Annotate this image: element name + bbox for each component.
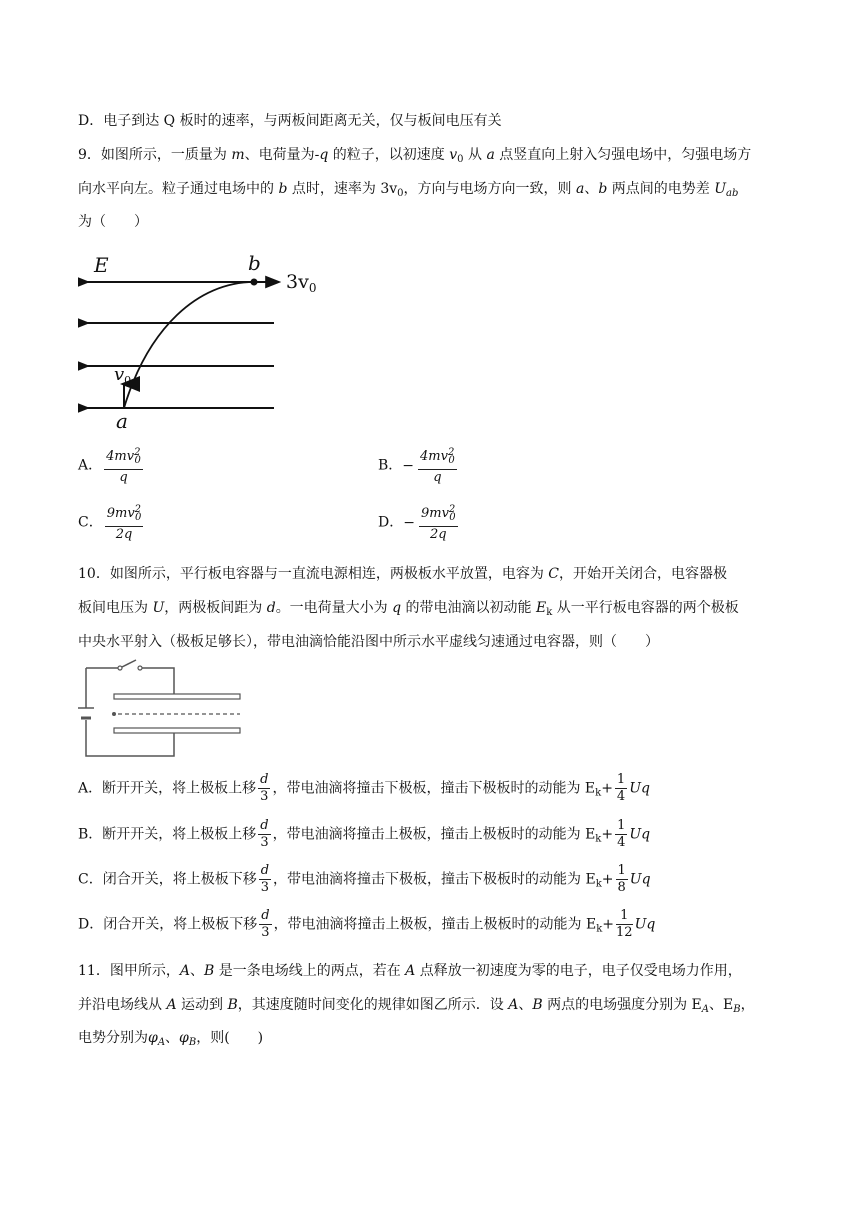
q9-option-b[interactable]: B．− $\frac{4mv^2_0}{q}$ <box>378 447 455 485</box>
q9-option-c[interactable]: C． $\frac{9mv^2_0}{2q}$ <box>78 504 142 542</box>
q10-option-b[interactable]: B．断开开关，将上极板上移 $\frac{d}{3}$ ，带电油滴将撞击上极板，撞击上极板时的动能为 $E_k+$ $\frac{1}{4}$ Uq <box>78 818 651 850</box>
prev-option-d: D．电子到达 Q 板时的速率，与两板间距离无关，仅与板间电压有关 <box>78 113 502 129</box>
oil-droplet <box>112 712 116 716</box>
q10-line-2: 板间电压为 U，两极板间距为 d。一电荷量大小为 q 的带电油滴以初动能 $E_k$ 从一平行板电容器的两个极板 <box>78 600 739 618</box>
upper-plate <box>114 694 240 699</box>
q10-option-a[interactable]: A．断开开关，将上极板上移 $\frac{d}{3}$ ，带电油滴将撞击下极板，撞击下极板时的动能为 $E_k+$ $\frac{1}{4}$ Uq <box>78 772 650 804</box>
lower-plate <box>114 728 240 733</box>
q11-line-2: 并沿电场线从 A 运动到 B，其速度随时间变化的规律如图乙所示．设 A、B 两点的电场强度分别为 $E_A$、$E_B$， <box>78 997 755 1015</box>
q9-option-d[interactable]: D．− $\frac{9mv^2_0}{2q}$ <box>378 504 456 542</box>
q10-option-d[interactable]: D．闭合开关，将上极板下移 $\frac{d}{3}$ ，带电油滴将撞击上极板，撞击上极板时的动能为 $E_k+$ $\frac{1}{12}$ Uq <box>78 908 656 940</box>
circuit-wire <box>86 668 174 756</box>
label-3v0: $3v_0$ <box>286 271 317 295</box>
q9-line-3: 为（ ） <box>78 214 148 230</box>
trajectory-curve <box>124 282 254 408</box>
q10-line-1: 10．如图所示，平行板电容器与一直流电源相连，两极板水平放置，电容为 C，开始开关闭合，电容器极 <box>78 566 727 582</box>
switch-contact <box>118 666 122 670</box>
q10-option-c[interactable]: C．闭合开关，将上极板下移 $\frac{d}{3}$ ，带电油滴将撞击下极板，撞击下极板时的动能为 $E_k+$ $\frac{1}{8}$ Uq <box>78 863 651 895</box>
switch-blade <box>120 660 136 668</box>
q10-line-3: 中央水平射入（极板足够长），带电油滴恰能沿图中所示水平虚线匀速通过电容器，则（ ） <box>78 634 659 650</box>
q9-option-a[interactable]: A． $\frac{4mv^2_0}{q}$ <box>78 447 141 485</box>
label-e: E <box>94 253 109 277</box>
label-v0: $v_0$ <box>114 364 132 387</box>
label-b: b <box>248 251 261 275</box>
label-a: a <box>116 409 128 430</box>
q10-capacitor-figure <box>78 656 248 764</box>
q11-line-1: 11．图甲所示，A、B 是一条电场线上的两点，若在 A 点释放一初速度为零的电子，电子仅受电场力作用， <box>78 963 742 979</box>
q9-line-1: 9．如图所示，一质量为 m、电荷量为-q 的粒子，以初速度 $v_0$ 从 a 点竖直向上射入匀强电场中，匀强电场方 <box>78 147 752 165</box>
switch-contact-2 <box>138 666 142 670</box>
q11-line-3: 电势分别为$\varphi_A$、$\varphi_B$，则( ) <box>78 1030 264 1048</box>
q9-line-2: 向水平向左。粒子通过电场中的 b 点时，速率为 $3v_0$，方向与电场方向一致，则 a、b 两点间的电势差 $U_{ab}$ <box>78 181 739 199</box>
point-b <box>251 279 258 286</box>
q9-field-figure <box>78 248 338 430</box>
